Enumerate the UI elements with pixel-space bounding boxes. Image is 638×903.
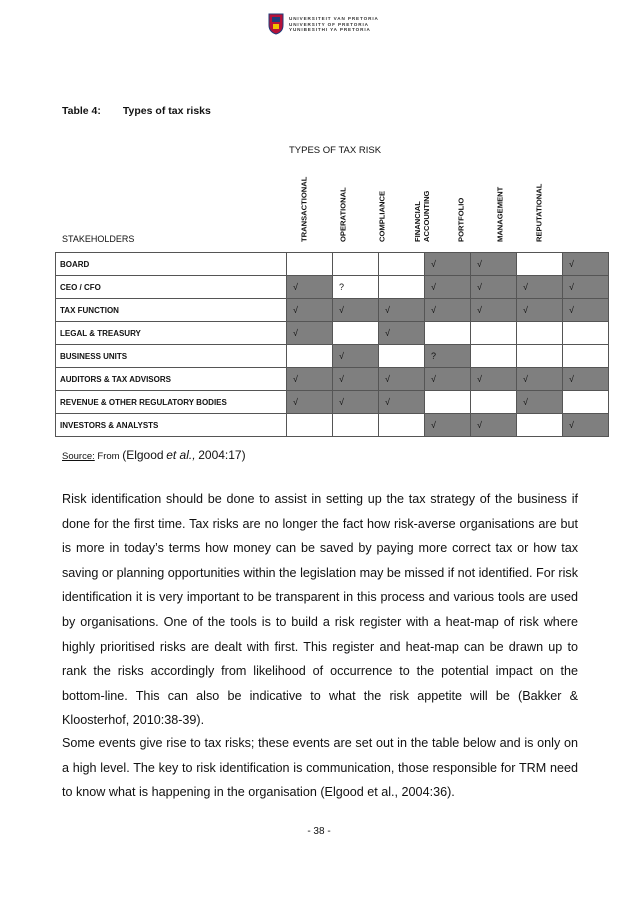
risk-cell: √	[379, 322, 425, 345]
risk-cell: √	[517, 368, 563, 391]
risk-cell: √	[471, 276, 517, 299]
column-header-label	[339, 187, 348, 242]
column-header-line: MANAGEMENT	[495, 186, 505, 242]
risk-cell: ?	[333, 276, 379, 299]
table-row	[56, 368, 609, 391]
column-header-line: OPERATIONAL	[338, 187, 348, 242]
stakeholder-name: TAX FUNCTION	[56, 299, 287, 322]
risk-cell	[287, 345, 333, 368]
source-author: (Elgood	[122, 448, 164, 462]
column-header	[442, 170, 480, 242]
risk-cell	[471, 345, 517, 368]
table-label: Table 4:	[62, 105, 101, 117]
risk-cell: √	[287, 391, 333, 414]
column-header-label	[535, 184, 544, 242]
risk-cell: √	[333, 345, 379, 368]
risk-cell: √	[379, 368, 425, 391]
risk-cell	[379, 276, 425, 299]
risk-cell: √	[287, 322, 333, 345]
table-row	[56, 253, 609, 276]
university-line-3: YUNIBESITHI YA PRETORIA	[289, 27, 371, 33]
risk-cell: ?	[425, 345, 471, 368]
risk-cell: √	[333, 391, 379, 414]
paragraph-1: Risk identification should be done to assist in setting up the tax strategy of the business if done for the first time. Tax risks are no longer the fact how risk-averse organisations are but is more in today’s terms how money can be saved by paying more correct tax or how tax saving or planning opportunities within the legislation may be missed if not identified. For risk identification it is very important to be transparent in this process and various tools are used by organisations. One of the tools is to build a risk register with a heat-map of risk where highly prioritised risks are dealt with first. This register and heat-map can be drawn up to rank the risks accordingly from likelihood of occurrence to the potential impact on the bottom-line. This can also be indicative to what the risk appetite will be (Bakker & Kloosterhof, 2010:38-39).	[62, 492, 578, 728]
stakeholder-name: LEGAL & TREASURY	[56, 322, 287, 345]
column-header-line: ACCOUNTING	[421, 190, 431, 242]
risk-cell: √	[379, 391, 425, 414]
risk-cell: √	[563, 368, 609, 391]
university-line-2: UNIVERSITY OF PRETORIA	[289, 21, 369, 27]
source-label: Source:	[62, 451, 95, 462]
risk-cell	[379, 414, 425, 437]
risk-cell: √	[425, 276, 471, 299]
risk-cell	[517, 253, 563, 276]
risk-cell	[425, 322, 471, 345]
page-number: - 38 -	[307, 826, 331, 837]
table-row	[56, 276, 609, 299]
column-header	[324, 170, 362, 242]
column-header-label	[456, 198, 465, 242]
table-title: Types of tax risks	[122, 105, 211, 117]
column-header-line: TRANSACTIONAL	[299, 176, 309, 242]
risk-cell: √	[425, 414, 471, 437]
risk-cell: √	[287, 276, 333, 299]
stakeholder-name: BOARD	[56, 253, 287, 276]
risk-cell: √	[563, 414, 609, 437]
column-header-label	[496, 187, 505, 242]
risk-cell: √	[425, 253, 471, 276]
stakeholder-name: INVESTORS & ANALYSTS	[56, 414, 287, 437]
stakeholder-name: CEO / CFO	[56, 276, 287, 299]
table-row	[56, 299, 609, 322]
risk-cell: √	[287, 368, 333, 391]
risk-cell	[517, 345, 563, 368]
university-crest-icon	[268, 13, 284, 35]
types-title: TYPES OF TAX RISK	[289, 145, 382, 156]
column-header-line: COMPLIANCE	[377, 190, 387, 242]
tax-risk-table	[55, 252, 609, 437]
column-header-label	[300, 177, 309, 242]
risk-cell: √	[563, 253, 609, 276]
column-header-line: REPUTATIONAL	[534, 183, 544, 242]
university-line-1: UNIVERSITEIT VAN PRETORIA	[289, 16, 379, 21]
risk-cell: √	[471, 253, 517, 276]
risk-cell: √	[425, 368, 471, 391]
column-header	[481, 170, 519, 242]
risk-cell	[471, 391, 517, 414]
source-line	[62, 448, 246, 462]
column-header-line: PORTFOLIO	[456, 197, 466, 242]
risk-cell	[425, 391, 471, 414]
table-row	[56, 414, 609, 437]
paragraph-2: Some events give rise to tax risks; these events are set out in the table below and is only on a high level. The key to risk identification is communication, those responsible for TRM need to know what is happening in the organisation (Elgood et al., 2004:36).	[62, 736, 578, 800]
risk-cell	[563, 345, 609, 368]
stakeholders-header: STAKEHOLDERS	[62, 234, 135, 244]
table-row	[56, 322, 609, 345]
column-header	[403, 170, 441, 242]
risk-cell: √	[563, 299, 609, 322]
table-row	[56, 391, 609, 414]
column-header-label	[378, 191, 387, 242]
risk-cell	[333, 253, 379, 276]
risk-cell: √	[471, 299, 517, 322]
risk-cell: √	[425, 299, 471, 322]
risk-cell	[333, 414, 379, 437]
risk-cell: √	[287, 299, 333, 322]
risk-cell	[563, 391, 609, 414]
risk-cell: √	[471, 368, 517, 391]
source-from: From	[97, 451, 120, 462]
table-row	[56, 345, 609, 368]
risk-cell: √	[379, 299, 425, 322]
risk-cell	[517, 414, 563, 437]
column-header-label	[413, 191, 431, 242]
risk-cell: √	[517, 391, 563, 414]
risk-cell	[379, 253, 425, 276]
stakeholder-name: REVENUE & OTHER REGULATORY BODIES	[56, 391, 287, 414]
risk-cell: √	[333, 368, 379, 391]
risk-cell: √	[563, 276, 609, 299]
risk-cell	[379, 345, 425, 368]
stakeholder-name: BUSINESS UNITS	[56, 345, 287, 368]
column-header	[520, 170, 558, 242]
risk-cell	[287, 253, 333, 276]
university-logo	[268, 13, 378, 37]
risk-cell	[517, 322, 563, 345]
column-header	[285, 170, 323, 242]
source-etal: et al.,	[166, 448, 196, 462]
risk-cell	[287, 414, 333, 437]
risk-cell	[471, 322, 517, 345]
risk-cell	[563, 322, 609, 345]
risk-cell: √	[471, 414, 517, 437]
risk-cell	[333, 322, 379, 345]
source-ref: 2004:17)	[198, 448, 246, 462]
column-header-line: FINANCIAL	[412, 201, 422, 242]
risk-cell: √	[333, 299, 379, 322]
column-header	[363, 170, 401, 242]
stakeholder-name: AUDITORS & TAX ADVISORS	[56, 368, 287, 391]
risk-cell: √	[517, 276, 563, 299]
risk-cell: √	[517, 299, 563, 322]
table-caption	[62, 105, 211, 117]
